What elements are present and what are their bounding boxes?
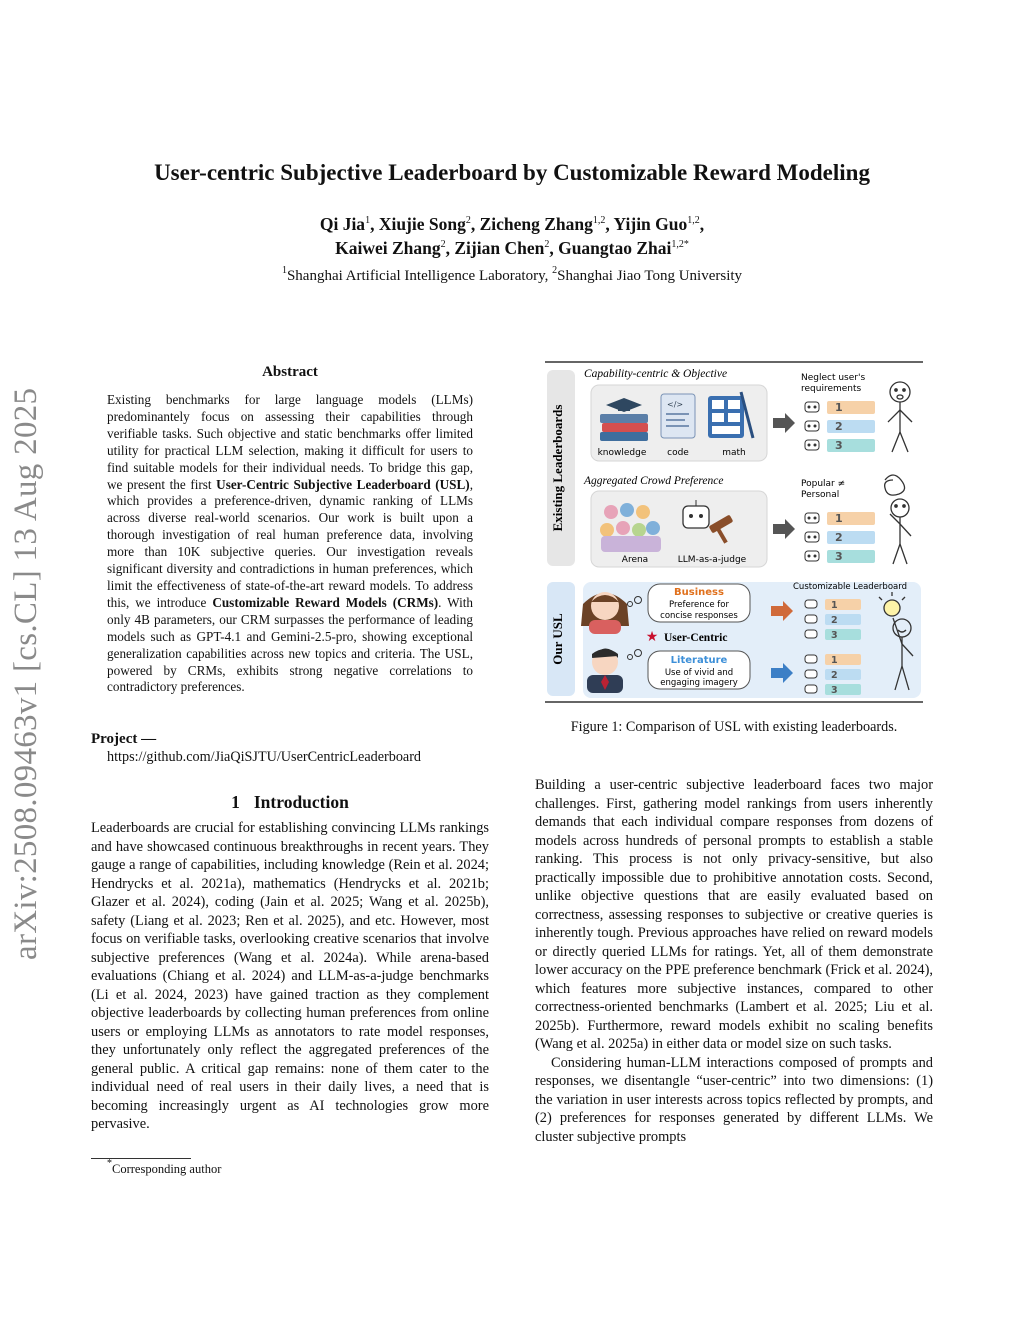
footnote [107,1158,222,1177]
right-column-body [535,776,933,1146]
business-text: concise responses [660,611,738,621]
literature-text: engaging imagery [660,678,738,688]
robot-icon [805,670,817,678]
rank-label: 1 [831,600,838,611]
author-sup: 2 [465,215,471,226]
robot-icon [805,685,817,693]
code-icon [661,394,695,438]
panel2-title: Aggregated Crowd Preference [584,475,724,487]
author-name: Kaiwei Zhang [335,238,441,258]
rank-label: 1 [835,401,843,414]
robot-icon [805,615,817,623]
usl-panel-box [583,582,921,698]
project-link[interactable]: https://github.com/JiaQiSJTU/UserCentricLeaderboard [107,749,422,765]
robot-icon [805,440,819,450]
panel3-title: Customizable Leaderboard [793,582,907,592]
rank-label: 2 [835,420,843,433]
rank-label: 1 [831,655,838,666]
existing-label: Existing Leaderboards [550,404,565,532]
rank-label: 3 [831,685,838,696]
panel1-title: Capability-centric & Objective [584,368,728,380]
panel1-item: knowledge [597,448,647,458]
author-name: Xiujie Song [378,214,466,234]
robot-icon [805,402,819,412]
business-title: Business [674,587,724,598]
rank-label: 2 [831,615,838,626]
panel2-note: Personal [801,490,840,500]
panel1-item: code [667,448,689,458]
arrow-icon [773,519,795,539]
author-sup: 2 [544,239,550,250]
panel2-item: Arena [621,555,649,565]
figure-1 [545,360,923,706]
figure-caption: Figure 1: Comparison of USL with existing leaderboards. [570,719,898,735]
confused-person-icon [888,382,912,452]
paragraph: Building a user-centric subjective leaderboard faces two major challenges. First, gathering model rankings from users inherently demands that each individual compare responses from dozens of models across hundreds of personal prompts to establish a stable ranking. This process is not only privacy-sensitive, but also practically impossible due to prohibitive annotation costs. Second, unlike objective questions that are easily evaluated based on correctness, assessing responses to subjective or creative queries is inherently tough. Previous approaches have relied on reward models or directly queried LLMs for ratings. Yet, all of them demonstrate lower accuracy on the PPE preference benchmark (Frick et al. 2024), which features more subjective instances, compared to other correctness-oriented benchmarks (Lambert et al. 2025; Liu et al. 2025b). Furthermore, reward models exhibit no scaling benefits (Wang et al. 2025a) in either data or model size on such tasks. [535,777,933,1052]
project-label: Project — [91,731,157,747]
rank-label: 3 [831,630,838,641]
abstract-body [107,392,473,696]
author-name: Yijin Guo [613,214,688,234]
business-text: Preference for [669,600,729,610]
section-number: 1 [231,792,240,812]
paragraph: Considering human-LLM interactions composed of prompts and responses, we disentangle “user-centric” into two dimensions: (1) the variation in user interests across topics reflected by prompts, and (2) preferences for responses generated by different LLMs. We cluster subjective prompts [535,1054,933,1145]
rank-label: 3 [835,439,843,452]
author-sup: 1 [365,215,371,226]
author-name: Qi Jia [319,214,366,234]
abstract-bold: User-Centric Subjective Leaderboard (USL) [216,476,470,492]
robot-icon [805,513,819,523]
author-sup: 2 [440,239,446,250]
rank-label: 3 [835,550,843,563]
affiliations [80,265,944,285]
author-list: Qi Jia$^1$, Xiujie Song$^2$, Zicheng Zhang$^{1,2}$, Yijin Guo$^{1,2}$, Kaiwei Zhang$^2$, Zijian Chen$^2$, Guangtao Zhai$^{1,2*}$ [319,214,705,258]
rank-label: 2 [835,531,843,544]
panel1-item: math [722,448,746,458]
author-name: Zijian Chen [454,238,545,258]
intro-heading [91,792,489,813]
robot-icon [805,630,817,638]
affil-org: Shanghai Artificial Intelligence Laboratory, [286,268,549,284]
paragraph: Leaderboards are crucial for establishing convincing LLMs rankings and have showcased continuous breakthroughs in recent years. They gauge a range of capabilities, including knowledge (Rein et al. 2024; Hendrycks et al. 2021a), mathematics (Hendrycks et al. 2021b; Glazer et al. 2024), coding (Jain et al. 2025; Wang et al. 2025b), safety (Liang et al. 2023; Ren et al. 2025), and etc. However, most focus on verifiable tasks, overlooking creative scenarios that involve subjective preferences (Wang et al. 2024a). While arena-based evaluations (Chiang et al. 2024) and LLM-as-a-judge benchmarks (Li et al. 2024, 2023) have gained traction as they complement objective leaderboards by collecting human preferences from online users or employing LLMs as annotators to rate model responses, they unfortunately only reflect the aggregated preferences of the general public. A critical gap remains: none of them cater to the individual need of real users in their daily lives, a need that is becoming increasingly urgent as AI technologies grow more pervasive. [91,820,489,1132]
panel2-item: LLM-as-a-judge [677,555,747,565]
author-name: Guangtao Zhai [558,238,672,258]
our-label: Our USL [550,613,565,665]
abstract-heading: Abstract [262,364,318,380]
author-name: Zicheng Zhang [479,214,593,234]
footnote-text: Corresponding author [112,1162,222,1176]
thinking-person-icon [885,475,911,564]
author-sup: 1,2 [687,215,700,226]
section-title: Introduction [253,792,349,812]
robot-icon [805,421,819,431]
author-sup: 1,2 [592,215,606,226]
footnote-mark: * [107,1158,112,1169]
affil-org: Shanghai Jiao Tong University [557,268,743,284]
abstract-bold: Customizable Reward Models (CRMs) [212,594,439,610]
rank-label: 2 [831,670,838,681]
literature-title: Literature [670,655,728,666]
abstract-text: Existing benchmarks for large language models (LLMs) predominantely focus on assessing their capabilities through verifiable tasks. Such objective and static benchmarks offer limited utility for practical LLM selection, making it difficult for users to find suitable models for their individual needs. To bridge this gap, we present the first [107,392,473,492]
robot-icon [805,655,817,663]
arxiv-stamp: arXiv:2508.09463v1 [cs.CL] 13 Aug 2025 [8,387,44,960]
arrow-icon [773,413,795,433]
footnote-rule [91,1158,191,1159]
star-icon: ★ [645,629,659,645]
affil-sup: 2 [552,265,558,276]
svg-text:</>: </> [667,400,684,409]
figure-svg [545,360,923,706]
affil-sup: 1 [281,265,287,276]
abstract-text: , which provides a preference-driven, dynamic ranking of LLMs across diverse real-world scenarios. Our work is built upon a thorough investigation of real human preference data, involving more than 10K subjective queries. Our investigation reveals significant diversity and contradictions in human preferences, which limit the effectiveness of state-of-the-art reward models. To address this, we introduce [107,476,473,610]
panel1-note: Neglect user's [801,373,866,383]
robot-icon [805,532,819,542]
user-centric-label: User-Centric [664,632,728,644]
rank-label: 1 [835,512,843,525]
robot-icon [805,551,819,561]
intro-body [91,819,489,1134]
abstract-text: . With only 4B parameters, our CRM surpasses the performance of leading models such as GPT-4.1 and Gemini-2.5-pro, showing exceptional generalization capabilities across new topics and criteria. The USL, powered by CRMs, exhibits strong negative correlations to contradictory preferences. [107,594,474,695]
paper-title: User-centric Subjective Leaderboard by Customizable Reward Modeling [154,160,870,185]
literature-text: Use of vivid and [664,668,734,678]
panel2-note: Popular ≠ [801,479,846,489]
author-sup: 1,2* [671,239,689,250]
robot-icon [805,600,817,608]
panel1-note: requirements [801,384,862,394]
